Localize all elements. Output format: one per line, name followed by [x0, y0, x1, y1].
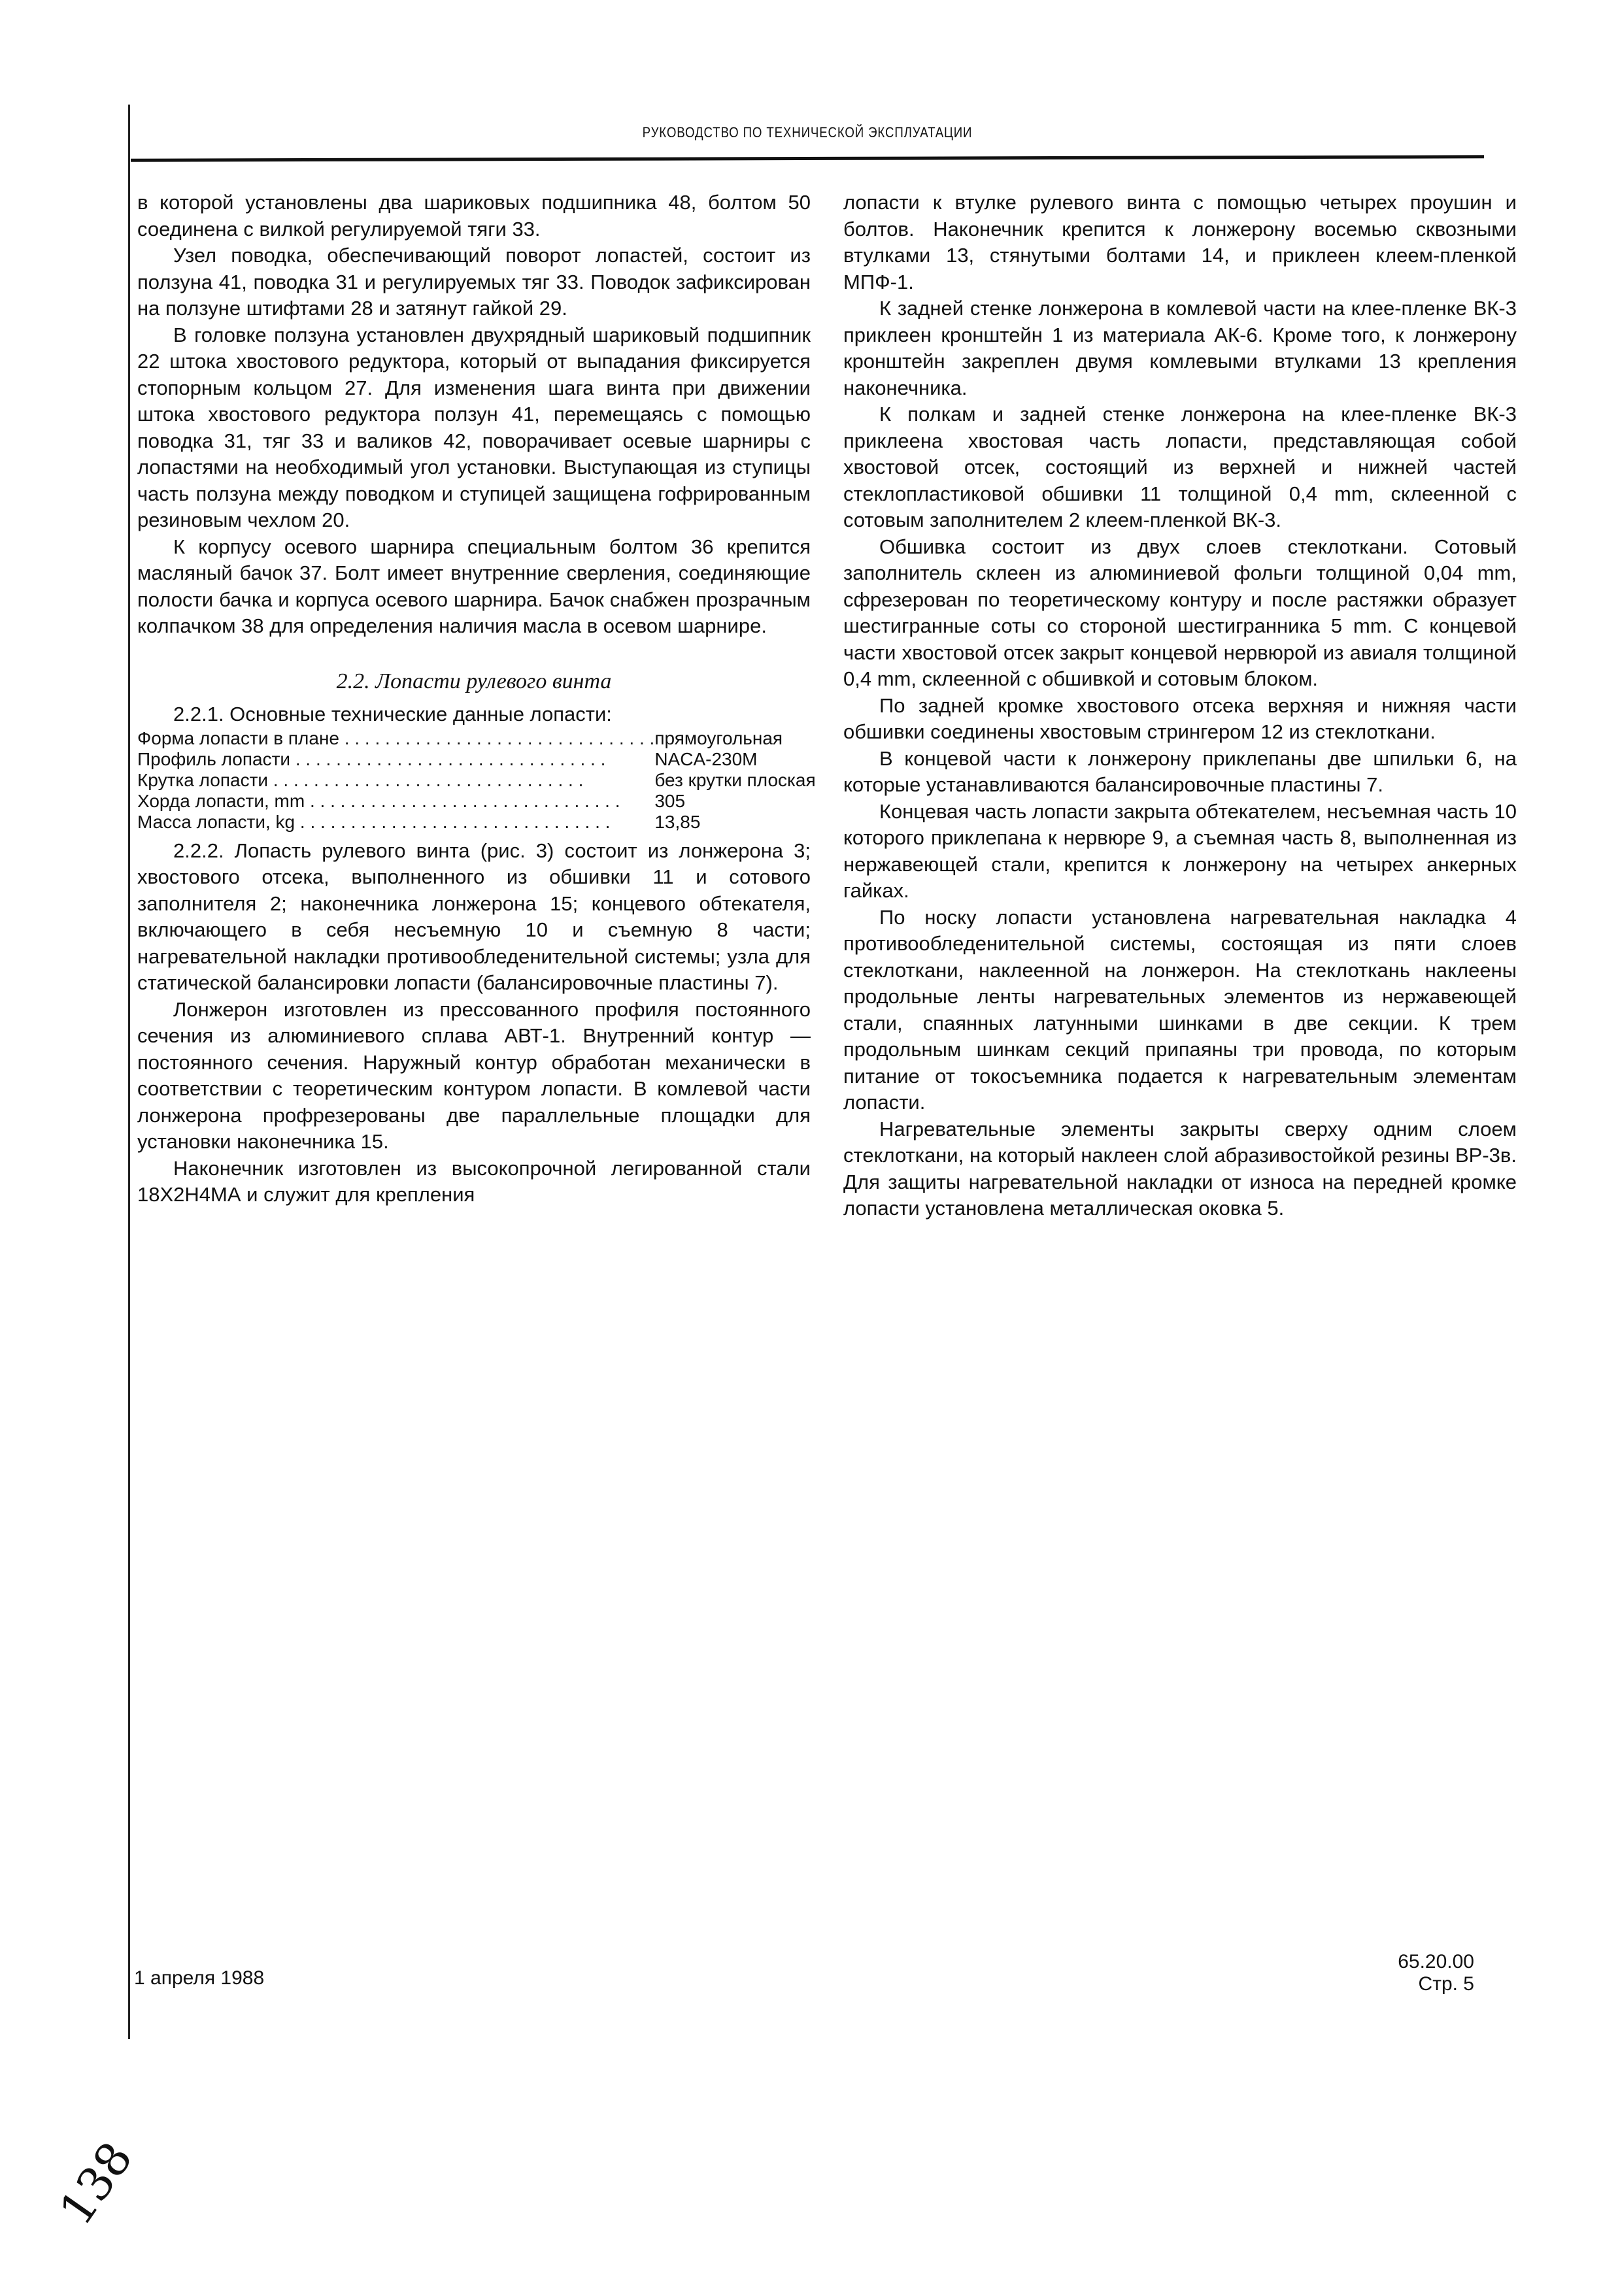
spec-row — [137, 749, 816, 770]
spec-value: 305 — [654, 790, 686, 811]
paragraph: 2.2.2. Лопасть рулевого винта (рис. 3) состоит из лонжерона 3; хвостового отсека, выполненного из обшивки 11 и сотового заполнителя 2; наконечника лонжерона 15; концевого обтекателя, включающего в себя несъемную 10 и съемную 8 части; нагревательной накладки противообледенительной системы; узла для статической балансировки лопасти (балансировочные пластины 7). — [137, 839, 811, 994]
paragraph: К задней стенке лонжерона в комлевой части на клее-пленке ВК-3 приклеен кронштейн 1 из материала АК-6. Кроме того, к лонжерону кронштейн закреплен двумя комлевыми втулками 13 крепления наконечника. — [843, 297, 1517, 399]
spec-row — [137, 812, 816, 833]
left-column — [137, 190, 816, 1208]
spec-label: Хорда лопасти, mm . . . — [137, 791, 654, 812]
paragraph: Концевая часть лопасти закрыта обтекателем, несъемная часть 10 которого приклепана к нервюре 9, а съемная часть 8, выполненная из нержавеющей стали, крепится к лонжерону на четырех анкерных гайках. — [843, 799, 1517, 902]
paragraph: Обшивка состоит из двух слоев стеклоткани. Сотовый заполнитель склеен из алюминиевой фольги толщиной 0,04 mm, сфрезерован по теоретическому контуру и после растяжки образует шестигранные соты со стороной шестигранника 5 mm. С концевой части хвостовой отсек закрыт концевой нервюрой из авиаля толщиной 0,4 mm, склеенной с обшивкой и сотовым блоком. — [843, 535, 1517, 690]
paragraph: По задней кромке хвостового отсека верхняя и нижняя части обшивки соединены хвостовым стрингером 12 из стеклоткани. — [843, 693, 1517, 743]
page-number: Стр. 5 — [1418, 1973, 1474, 1995]
handwritten-page-mark: 138 — [48, 2132, 143, 2235]
spec-value: без крутки плоская — [654, 769, 816, 790]
footer-date: 1 апреля 1988 — [134, 1967, 265, 1989]
spec-label: Крутка лопасти . . . — [137, 770, 654, 791]
spec-value: прямоугольная — [654, 727, 783, 748]
paragraph: Узел поводка, обеспечивающий поворот лопастей, состоит из ползуна 41, поводка 31 и регулируемых тяг 33. Поводок зафиксирован на ползуне штифтами 28 и затянут гайкой 29. — [137, 244, 811, 320]
spec-label: Масса лопасти, kg . . . — [137, 812, 654, 833]
paragraph: Нагревательные элементы закрыты сверху одним слоем стеклоткани, на который наклеен слой абразивостойкой резины ВР-3в. Для защиты нагревательной накладки от износа на передней кромке лопасти установлена металлическая оковка 5. — [843, 1117, 1517, 1220]
paragraph: лопасти к втулке рулевого винта с помощью четырех проушин и болтов. Наконечник крепится к лонжерону восемью сквозными втулками 13, стянутыми болтами 14, и приклеен клеем-пленкой МПФ-1. — [843, 191, 1517, 293]
spec-row — [137, 728, 816, 749]
page-left-border — [128, 105, 130, 2039]
spec-row — [137, 791, 816, 812]
header-rule — [131, 155, 1484, 161]
paragraph: К полкам и задней стенке лонжерона на клее-пленке ВК-3 приклеена хвостовая часть лопасти, представляющая собой хвостовой отсек, состоящий из верхней и нижней частей стеклопластиковой обшивки 11 толщиной 0,4 mm, склеенной с сотовым заполнителем 2 клеем-пленкой ВК-3. — [843, 403, 1517, 531]
paragraph: в которой установлены два шариковых подшипника 48, болтом 50 соединена с вилкой регулируемой тяги 33. — [137, 191, 811, 241]
paragraph: Наконечник изготовлен из высокопрочной легированной стали 18Х2Н4МА и служит для крепления — [137, 1156, 811, 1206]
spec-label: Форма лопасти в плане . . . — [137, 728, 654, 749]
spec-label: Профиль лопасти . . . — [137, 749, 654, 770]
paragraph: По носку лопасти установлена нагревательная накладка 4 противообледенительной системы, состоящая из пяти слоев стеклоткани, наклеенной на лонжерон. На стеклоткань наклеены продольные ленты нагревательных элементов из нержавеющей стали, спаянных латунными шинками в две секции. К трем продольным шинкам секций припаяны три провода, по которым питание от токосъемника подается к нагревательным элементам лопасти. — [843, 905, 1517, 1114]
paragraph: К корпусу осевого шарнира специальным болтом 36 крепится масляный бачок 37. Болт имеет внутренние сверления, соединяющие полости бачка и корпуса осевого шарнира. Бачок снабжен прозрачным колпачком 38 для определения наличия масла в осевом шарнире. — [137, 535, 811, 637]
footer-page-info — [1398, 1951, 1474, 1995]
spec-row — [137, 770, 816, 791]
spec-heading: 2.2.1. Основные технические данные лопасти: — [173, 703, 612, 725]
right-column — [843, 190, 1517, 1222]
paragraph: В концевой части к лонжерону приклепаны две шпильки 6, на которые устанавливаются балансировочные пластины 7. — [843, 746, 1517, 796]
document-code: 65.20.00 — [1398, 1951, 1474, 1972]
paragraph: В головке ползуна установлен двухрядный шариковый подшипник 22 штока хвостового редуктора, который от выпадания фиксируется стопорным кольцом 27. Для изменения шага винта при движении штока хвостового редуктора ползун 41, перемещаясь с помощью поводка 31, тяг 33 и валиков 42, поворачивает осевые шарниры с лопастями на необходимый угол установки. Выступающая из ступицы часть ползуна между поводком и ступицей защищена гофрированным резиновым чехлом 20. — [137, 323, 811, 531]
paragraph: Лонжерон изготовлен из прессованного профиля постоянного сечения из алюминиевого сплава АВТ-1. Внутренний контур — постоянного сечения. Наружный контур обработан механически в соответствии с теоретическим контуром лопасти. В комлевой части лонжерона профрезерованы две параллельные площадки для установки наконечника 15. — [137, 997, 811, 1153]
section-title: 2.2. Лопасти рулевого винта — [336, 669, 612, 693]
spec-value: 13,85 — [654, 811, 701, 832]
spec-table — [137, 728, 816, 833]
running-header: РУКОВОДСТВО ПО ТЕХНИЧЕСКОЙ ЭКСПЛУАТАЦИИ — [642, 124, 973, 141]
spec-value: NACA-230M — [654, 748, 758, 769]
